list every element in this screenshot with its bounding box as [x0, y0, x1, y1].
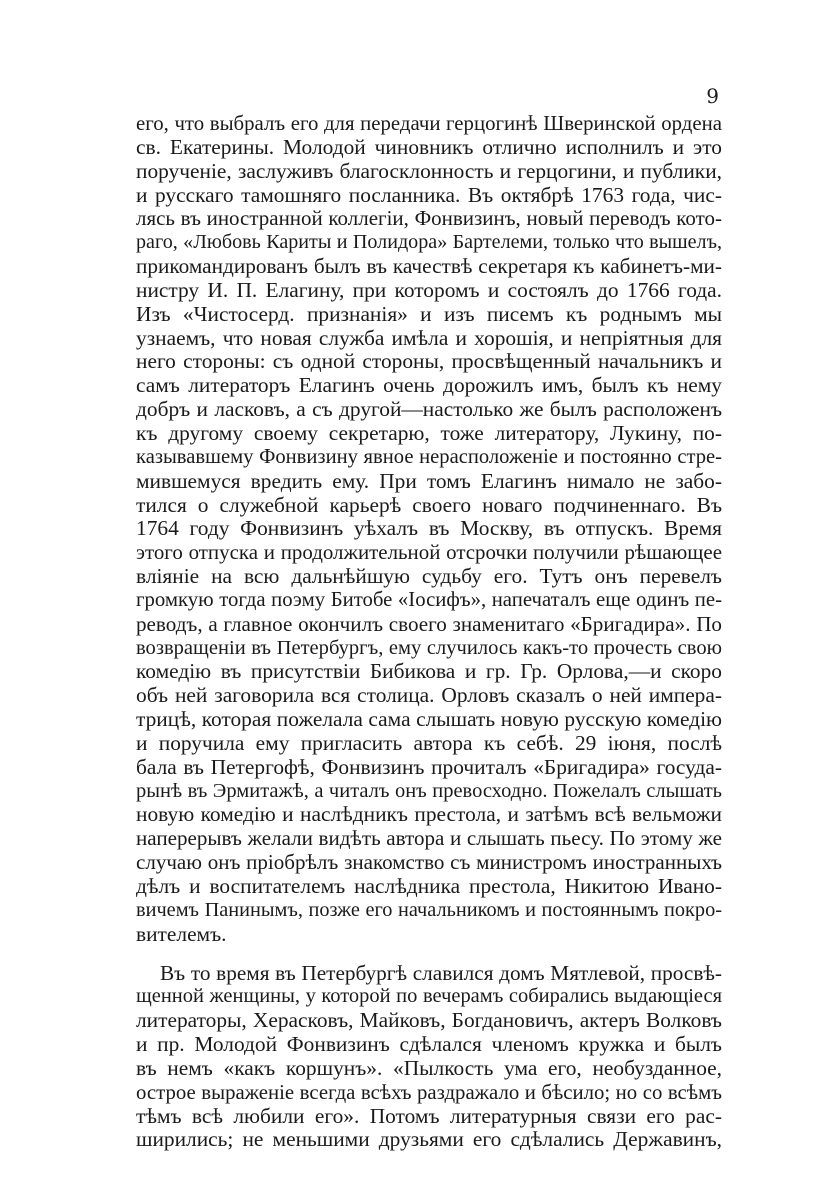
text-line: этого отпуска и продолжительной отсрочки получили рѣшающее: [136, 540, 722, 565]
text-line: комедію въ присутствіи Бибикова и гр. Гр. Орлова,—и скоро: [136, 659, 722, 684]
text-line: новую комедію и наслѣдникъ престола, и затѣмъ всѣ вельможи: [136, 802, 722, 827]
body-text: [136, 112, 722, 1152]
text-line: наперерывъ желали видѣть автора и слышать пьесу. По этому же: [136, 826, 722, 851]
text-line: нистру И. П. Елагину, при которомъ и состоялъ до 1766 года.: [136, 277, 722, 302]
text-line: ширились; не меньшими друзьями его сдѣлались Державинъ,: [136, 1127, 722, 1152]
text-line: щенной женщины, у которой по вечерамъ собирались выдающіеся: [136, 985, 722, 1008]
text-line: острое выраженіе всегда всѣхъ раздражало и бѣсило; но со всѣмъ: [136, 1080, 722, 1104]
text-line: и поручила ему пригласить автора къ себѣ. 29 іюня, послѣ: [136, 730, 722, 755]
text-line: тѣмъ всѣ любили его». Потомъ литературныя связи его рас-: [136, 1103, 722, 1128]
text-line: вліяніе на всю дальнѣйшую судьбу его. Тутъ онъ перевелъ: [136, 564, 722, 589]
text-line: рынѣ въ Эрмитажѣ, а читалъ онъ превосходно. Пожелалъ слышать: [136, 779, 722, 802]
paragraph-gap: [136, 947, 722, 962]
text-line: къ другому своему секретарю, тоже литератору, Лукину, по-: [136, 420, 722, 445]
text-line: св. Екатерины. Молодой чиновникъ отлично исполнилъ и это: [136, 134, 722, 159]
text-line: Въ то время въ Петербургѣ славился домъ Мятлевой, просвѣ-: [160, 960, 722, 985]
text-line: тился о служебной карьерѣ своего новаго подчиненнаго. Въ: [136, 492, 722, 517]
text-line: прикомандированъ былъ въ качествѣ секретаря къ кабинетъ-ми-: [136, 254, 722, 279]
text-line: мившемуся вредить ему. При томъ Елагинъ нимало не забо-: [136, 468, 722, 493]
text-line: его, что выбралъ его для передачи герцогинѣ Шверинской ордена: [136, 111, 722, 135]
text-line: узнаемъ, что новая служба имѣла и хорошія, и непріятныя для: [136, 325, 722, 350]
text-line: порученіе, заслуживъ благосклонность и герцогини, и публики,: [136, 158, 722, 183]
text-line: бала въ Петергофѣ, Фонвизинъ прочиталъ «Бригадира» госуда-: [136, 754, 722, 779]
text-line: раго, «Любовь Кариты и Полидора» Бартелеми, только что вышелъ,: [136, 231, 722, 254]
text-line: трицѣ, которая пожелала сама слышать новую русскую комедію: [136, 707, 722, 732]
text-line: добръ и ласковъ, а съ другой—настолько же былъ расположенъ: [136, 397, 722, 422]
text-line: въ немъ «какъ коршунъ». «Пылкость ума его, необузданное,: [136, 1055, 722, 1080]
text-line: громкую тогда поэму Битобе «Іосифъ», напечаталъ еще одинъ пе-: [136, 588, 722, 611]
text-line: литераторы, Херасковъ, Майковъ, Богдановичъ, актеръ Волковъ: [136, 1008, 722, 1033]
text-line: вичемъ Панинымъ, позже его начальникомъ и постояннымъ покро-: [136, 898, 722, 921]
text-line: и пр. Молодой Фонвизинъ сдѣлался членомъ кружка и былъ: [136, 1032, 722, 1057]
text-line: лясь въ иностранной коллегіи, Фонвизинъ, новый переводъ кото-: [136, 206, 722, 231]
text-line: 1764 году Фонвизинъ уѣхалъ въ Москву, въ отпускъ. Время: [136, 516, 722, 541]
text-line: самъ литераторъ Елагинъ очень дорожилъ имъ, былъ къ нему: [136, 373, 722, 398]
text-line: Изъ «Чистосерд. признанія» и изъ писемъ къ роднымъ мы: [136, 301, 722, 326]
paragraph-1: [136, 112, 722, 947]
text-line: возвращеніи въ Петербургъ, ему случилось какъ-то прочесть свою: [136, 636, 722, 659]
text-line: него стороны: съ одной стороны, просвѣщенный начальникъ и: [136, 349, 722, 374]
text-line: казывавшему Фонвизину явное нерасположеніе и постоянно стре-: [136, 445, 722, 468]
text-line: вителемъ.: [136, 921, 227, 946]
paragraph-2: [136, 962, 722, 1153]
page-number: 9: [706, 84, 719, 108]
text-line: случаю онъ пріобрѣлъ знакомство съ министромъ иностранныхъ: [136, 850, 722, 875]
text-line: объ ней заговорила вся столица. Орловъ сказалъ о ней импера-: [136, 683, 722, 708]
text-line: и русскаго тамошняго посланника. Въ октябрѣ 1763 года, чис-: [136, 182, 722, 207]
text-line: реводъ, а главное окончилъ своего знаменитаго «Бригадира». По: [136, 611, 722, 636]
text-line: дѣлъ и воспитателемъ наслѣдника престола, Никитою Ивано-: [136, 874, 722, 898]
